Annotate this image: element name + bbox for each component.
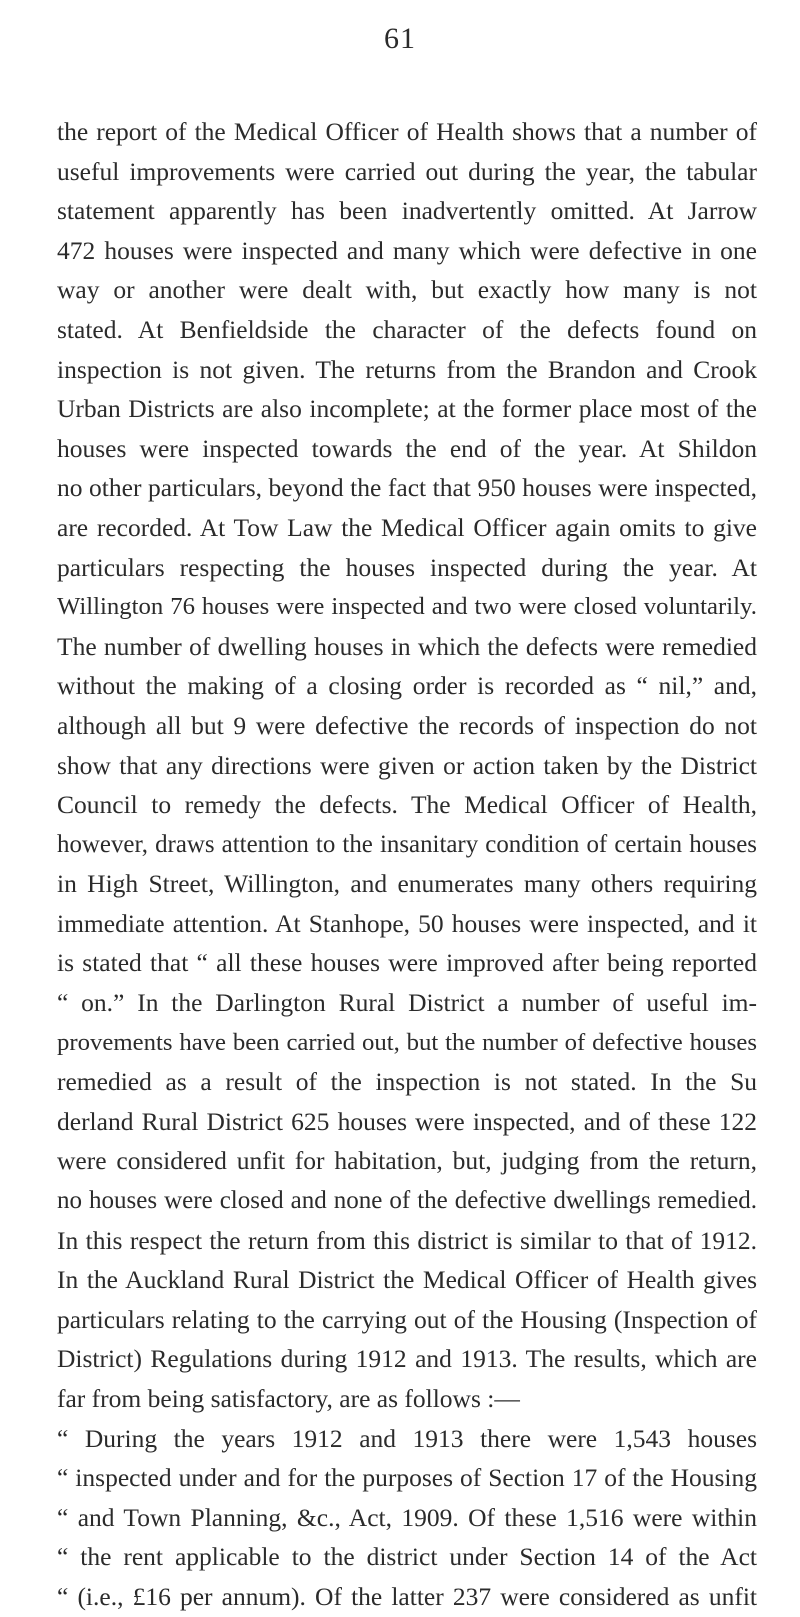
text-line: are recorded. At Tow Law the Medical Officer again omits to give: [57, 512, 757, 542]
paragraph: [57, 112, 757, 1419]
text-line: provements have been carried out, but the number of defective houses: [57, 1028, 757, 1056]
text-line: although all but 9 were defective the records of inspection do not: [57, 710, 757, 740]
text-line: useful improvements were carried out during the year, the tabular: [57, 156, 757, 186]
quote-line: “ (i.e., £16 per annum). Of the latter 237 were considered as unfit: [57, 1581, 757, 1611]
text-line: In this respect the return from this district is similar to that of 1912.: [57, 1225, 757, 1255]
text-line: The number of dwelling houses in which the defects were remedied: [57, 631, 757, 661]
quote-line: “ and Town Planning, &c., Act, 1909. Of these 1,516 were within: [57, 1502, 757, 1532]
text-line: immediate attention. At Stanhope, 50 houses were inspected, and it: [57, 908, 757, 938]
text-line: no other particulars, beyond the fact that 950 houses were inspected,: [57, 473, 757, 503]
text-line: District) Regulations during 1912 and 1913. The results, which are: [57, 1344, 757, 1374]
text-line: statement apparently has been inadvertently omitted. At Jarrow: [57, 196, 757, 226]
quoted-paragraph: [57, 1419, 757, 1617]
text-line: stated. At Benfieldside the character of the defects found on: [57, 314, 757, 344]
text-line: way or another were dealt with, but exactly how many is not: [57, 275, 757, 305]
quote-line: “ the rent applicable to the district under Section 14 of the Act: [57, 1542, 757, 1572]
text-line: In the Auckland Rural District the Medical Officer of Health gives: [57, 1265, 757, 1295]
text-line: were considered unfit for habitation, but, judging from the return,: [57, 1146, 757, 1176]
text-line: Urban Districts are also incomplete; at the former place most of the: [57, 394, 757, 424]
text-line: houses were inspected towards the end of the year. At Shildon: [57, 433, 757, 463]
body-text: [57, 112, 757, 1617]
text-line: no houses were closed and none of the defective dwellings remedied.: [57, 1187, 757, 1215]
text-line: particulars respecting the houses inspected during the year. At: [57, 552, 757, 582]
text-line: remedied as a result of the inspection is not stated. In the Su: [57, 1067, 757, 1097]
text-line: particulars relating to the carrying out of the Housing (Inspection of: [57, 1304, 757, 1334]
text-line: derland Rural District 625 houses were inspected, and of these 122: [57, 1106, 757, 1136]
text-line: the report of the Medical Officer of Health shows that a number of: [57, 117, 757, 146]
text-line: Council to remedy the defects. The Medical Officer of Health,: [57, 790, 757, 820]
text-line: inspection is not given. The returns from the Brandon and Crook: [57, 354, 757, 384]
page-number: 61: [384, 22, 416, 55]
text-line: in High Street, Willington, and enumerates many others requiring: [57, 869, 757, 899]
text-line: without the making of a closing order is recorded as “ nil,” and,: [57, 671, 757, 701]
text-line: “ on.” In the Darlington Rural District a number of useful im-: [57, 988, 757, 1018]
text-line: however, draws attention to the insanitary condition of certain houses: [57, 830, 757, 858]
text-line: Willington 76 houses were inspected and two were closed voluntarily.: [57, 593, 757, 621]
text-line: show that any directions were given or action taken by the District: [57, 750, 757, 780]
text-line: is stated that “ all these houses were improved after being reported: [57, 948, 757, 978]
text-line: 472 houses were inspected and many which were defective in one: [57, 235, 757, 265]
quote-line: “ During the years 1912 and 1913 there were 1,543 houses: [57, 1423, 757, 1453]
quote-line: “ inspected under and for the purposes of Section 17 of the Housing: [57, 1463, 757, 1493]
text-line: far from being satisfactory, are as follows :—: [57, 1384, 520, 1413]
